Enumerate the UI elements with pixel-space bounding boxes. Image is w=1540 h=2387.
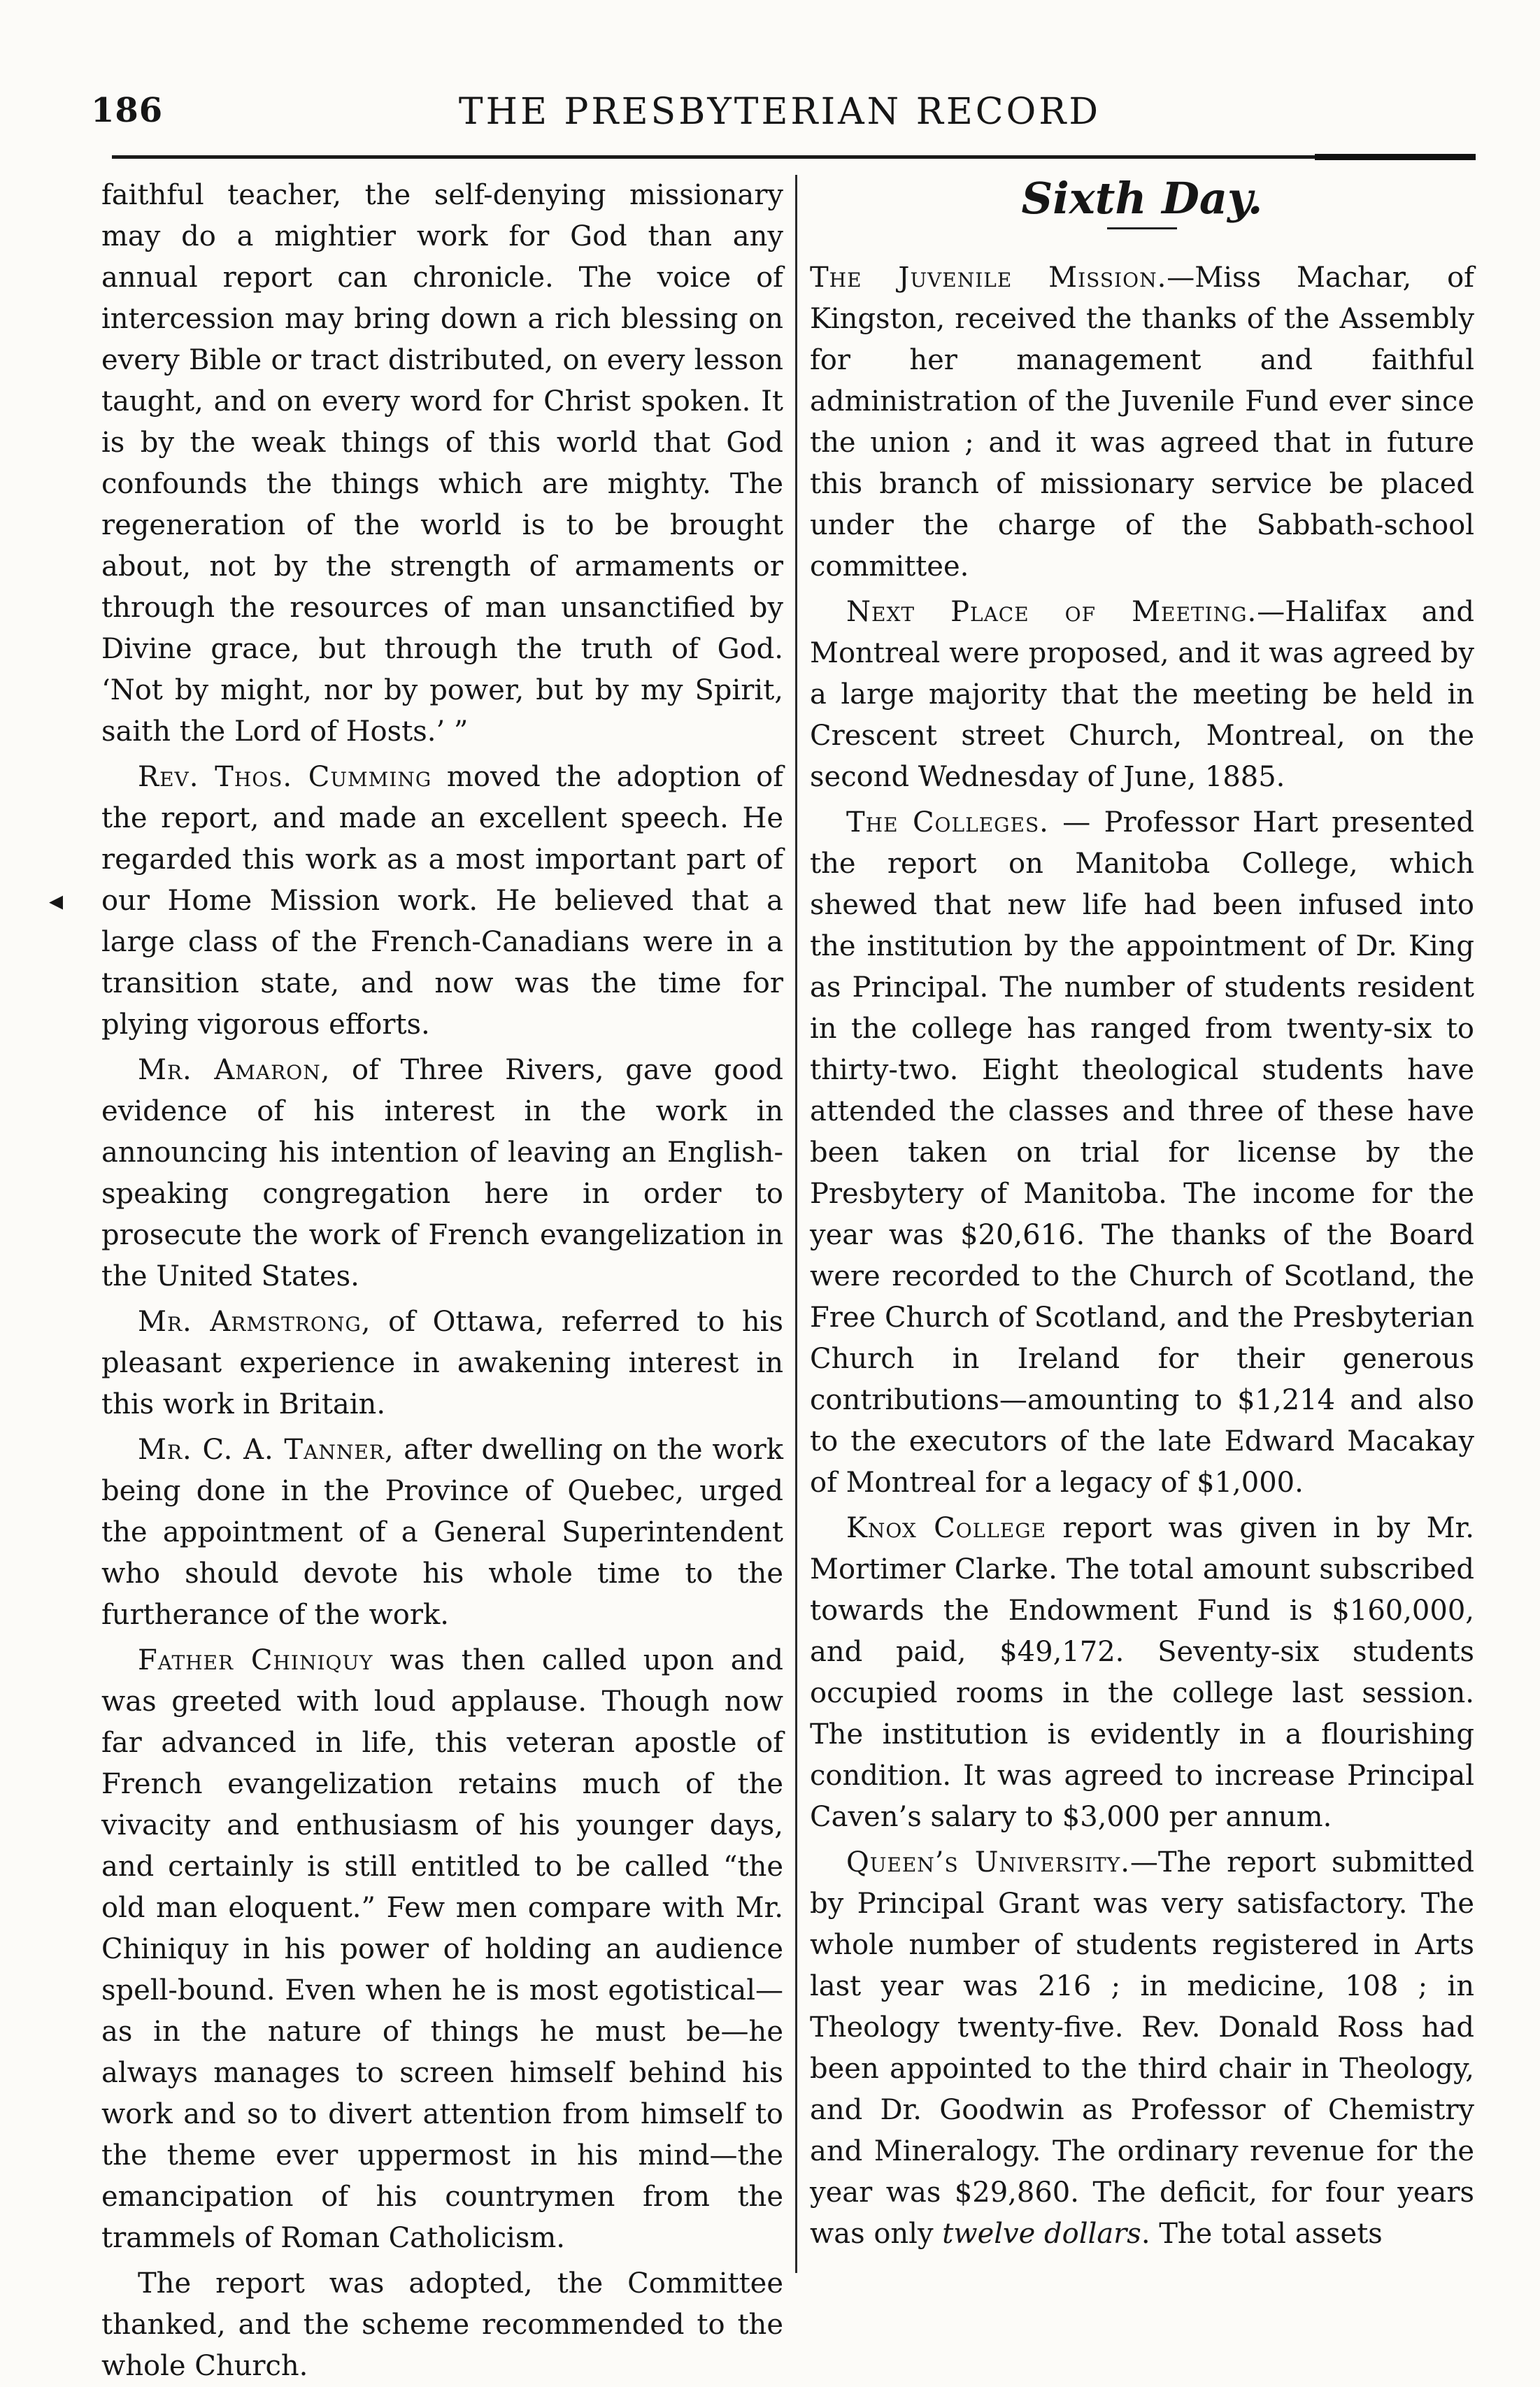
paragraph [101, 1640, 783, 2259]
paragraph-text: The report was adopted, the Committee thanked, and the scheme recommended to the whole Church. [101, 2267, 783, 2382]
margin-mark: ◂ [49, 885, 64, 917]
paragraph-text: of Ottawa, referred to his pleasant experience in awakening interest in this work in Britain. [101, 1306, 784, 1420]
paragraph-text: after dwelling on the work being done in the Province of Quebec, urged the appointment of a General Superintendent who should devote his whole time to the furtherance of the work. [101, 1434, 783, 1631]
header-rule-thick [1315, 154, 1476, 160]
paragraph-text: . The total assets [1141, 2218, 1383, 2250]
speaker-name: Mr. Armstrong, [138, 1306, 371, 1338]
paragraph-text: — Professor Hart presented the report on Manitoba College, which shewed that new life had been infused into the institution by the appointment of Dr. King as Principal. The number of students resident in the college has ranged from twenty-six to thirty-two. Eight theological students have attended the classes and three of these have been taken on trial for license by the Presbytery of Manitoba. The income for the year was $20,616. The thanks of the Board were recorded to the Church of Scotland, the Free Church of Scotland, and the Presbyterian Church in Ireland for their generous contributions—amounting to $1,214 and also to the executors of the late Edward Macakay of Montreal for a legacy of $1,000. [810, 806, 1474, 1499]
subheading: The Colleges. [846, 806, 1049, 839]
paragraph-text: faithful teacher, the self-denying missionary may do a mightier work for God than any annual report can chronicle. The voice of intercession may bring down a rich blessing on every Bible or tract distributed, on every lesson taught, and on every word for Christ spoken. It is by the weak things of this world that God confounds the things which are mighty. The regeneration of the world is to be brought about, not by the strength of armaments or through the resources of man unsanctified by Divine grace, but through the truth of God. ‘Not by might, nor by power, but by my Spirit, saith the Lord of Hosts.’ ” [101, 179, 783, 748]
paragraph [101, 757, 783, 1046]
paragraph [101, 175, 783, 753]
paragraph [101, 1430, 783, 1636]
paragraph [101, 1302, 783, 1425]
paragraph [101, 2263, 783, 2387]
paragraph [810, 257, 1474, 587]
paragraph [810, 802, 1474, 1504]
paragraph-text: —Miss Machar, of Kingston, received the thanks of the Assembly for her management and faithful administration of the Juvenile Fund ever since the union ; and it was agreed that in future this branch of missionary service be placed under the charge of the Sabbath-school committee. [810, 262, 1474, 583]
column-rule [795, 175, 797, 2273]
subheading: Knox College [846, 1512, 1047, 1544]
paragraph-text: —The report submitted by Principal Grant was very satisfactory. The whole number of students registered in Arts last year was 216 ; in medicine, 108 ; in Theology twenty-five. Rev. Donald Ross had been appointed to the third chair in Theology, and Dr. Goodwin as Professor of Chemistry and Mineralogy. The ordinary revenue for the year was $29,860. The deficit, for four years was only [810, 1846, 1474, 2250]
right-column [810, 175, 1474, 2255]
speaker-name: Rev. Thos. Cumming [138, 761, 432, 793]
paragraph [810, 592, 1474, 798]
running-title: THE PRESBYTERIAN RECORD [458, 91, 1101, 133]
page-header [84, 91, 1476, 140]
header-rule [112, 155, 1476, 159]
subheading: Queen’s University. [846, 1846, 1130, 1879]
paragraph-text: report was given in by Mr. Mortimer Clarke. The total amount subscribed towards the Endowment Fund is $160,000, and paid, $49,172. Seventy-six students occupied rooms in the college last session. The institution is evidently in a flourishing condition. It was agreed to increase Principal Caven’s salary to $3,000 per annum. [810, 1512, 1474, 1833]
paragraph-text: —Halifax and Montreal were proposed, and it was agreed by a large majority that the meeting be held in Crescent street Church, Montreal, on the second Wednesday of June, 1885. [810, 596, 1474, 793]
speaker-name: Mr. C. A. Tanner, [138, 1434, 394, 1466]
paragraph-text: moved the adoption of the report, and made an excellent speech. He regarded this work as a most important part of our Home Mission work. He believed that a large class of the French-Canadians were in a transition state, and now was the time for plying vigorous efforts. [101, 761, 783, 1041]
subheading: The Juvenile Mission. [810, 262, 1167, 294]
section-title: Sixth Day. [1021, 173, 1263, 224]
paragraph [101, 1050, 783, 1297]
left-column [101, 175, 783, 2387]
title-rule [1107, 227, 1177, 229]
paragraph [810, 1842, 1474, 2255]
subheading: Next Place of Meeting. [846, 596, 1257, 628]
page-number: 186 [91, 91, 164, 130]
emphasis-text: twelve dollars [942, 2218, 1141, 2250]
paragraph-text: of Three Rivers, gave good evidence of his interest in the work in announcing his intention of leaving an English-speaking congregation here in order to prosecute the work of French evangelization in the United States. [101, 1054, 783, 1292]
paragraph-text: was then called upon and was greeted with loud applause. Though now far advanced in life, this veteran apostle of French evangelization retains much of the vivacity and enthusiasm of his younger days, and certainly is still entitled to be called “the old man eloquent.” Few men compare with Mr. Chiniquy in his power of holding an audience spell-bound. Even when he is most egotistical—as in the nature of things he must be—he always manages to screen himself behind his work and so to divert attention from himself to the theme ever uppermost in his mind—the emancipation of his countrymen from the trammels of Roman Catholicism. [101, 1644, 783, 2254]
speaker-name: Mr. Amaron, [138, 1054, 331, 1086]
paragraph [810, 1508, 1474, 1838]
speaker-name: Father Chiniquy [138, 1644, 373, 1676]
